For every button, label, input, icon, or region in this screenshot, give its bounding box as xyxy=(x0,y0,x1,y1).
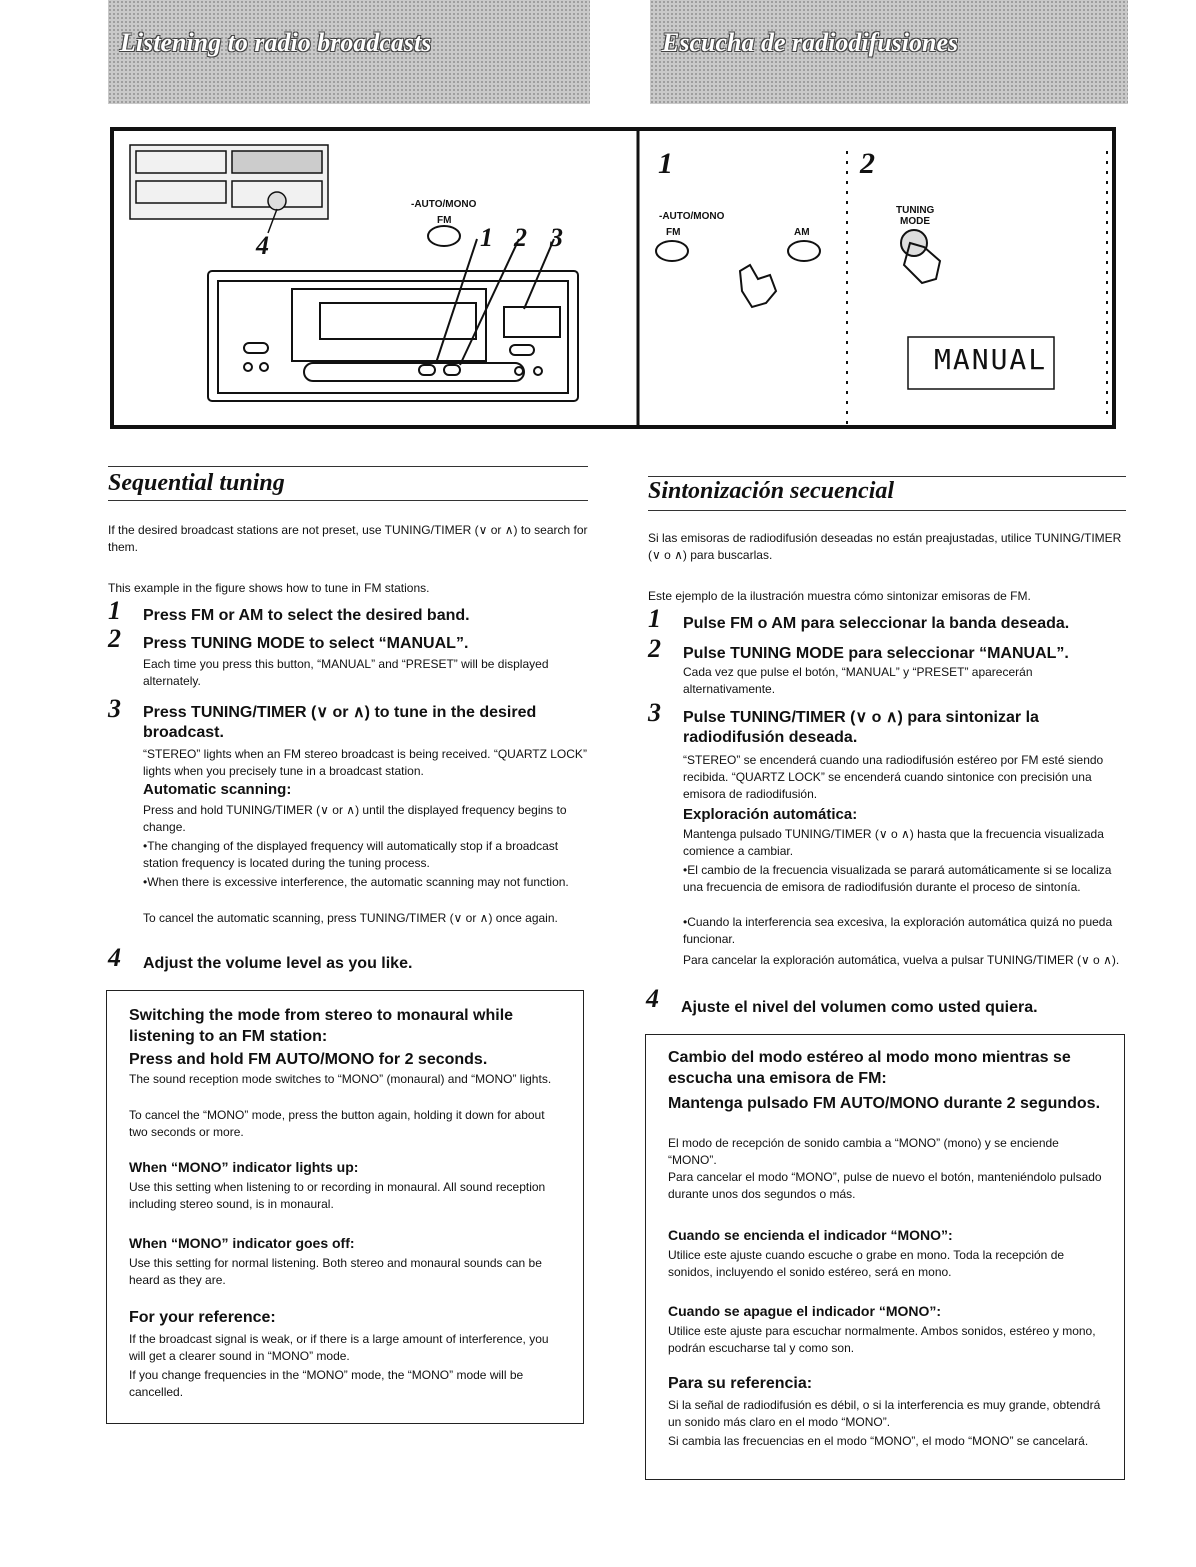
spanish-step-4: Ajuste el nivel del volumen como usted quiera. xyxy=(681,999,1038,1016)
spanish-box-heading-1: Cambio del modo estéreo al modo mono mientras se escucha una emisora de FM: xyxy=(668,1049,1071,1087)
spanish-step-2: Pulse TUNING MODE para seleccionar “MANUAL”. xyxy=(683,645,1069,662)
english-box-p2: To cancel the “MONO” mode, press the button again, holding it down for about two seconds or more. xyxy=(129,1108,545,1139)
panel-am-label: AM xyxy=(794,227,810,238)
english-intro-2: This example in the figure shows how to tune in FM stations. xyxy=(108,581,430,595)
spanish-auto-scan-bullet-1: •El cambio de la frecuencia visualizada se parará automáticamente si se localiza una frecuencia de emisora de radiodifusión durante el proceso de sintonía. xyxy=(683,863,1112,894)
panel-auto-mono-label: -AUTO/MONO xyxy=(659,211,725,222)
header-right xyxy=(650,0,1128,104)
callout-4: 4 xyxy=(256,231,269,260)
spanish-step-2-number: 2 xyxy=(648,634,661,663)
english-step-3-number: 3 xyxy=(108,694,121,723)
callout-1: 1 xyxy=(480,223,493,252)
english-step-4-number: 4 xyxy=(108,943,121,972)
english-box-sub-3-text-1: If the broadcast signal is weak, or if there is a large amount of interference, you will get a clearer sound in “MONO” mode. xyxy=(129,1332,549,1363)
spanish-auto-scan-bullet-2: •Cuando la interferencia sea excesiva, la exploración automática quizá no pueda funcionar. xyxy=(683,915,1113,946)
am-button-icon xyxy=(788,241,820,261)
fm-button-icon xyxy=(656,241,688,261)
spanish-step-4-number: 4 xyxy=(646,984,659,1013)
spanish-step-3-number: 3 xyxy=(648,698,661,727)
english-auto-scan-cancel: To cancel the automatic scanning, press TUNING/TIMER (∨ or ∧) once again. xyxy=(143,911,558,925)
tuning-mode-button-icon xyxy=(901,230,927,256)
spanish-intro-2: Este ejemplo de la ilustración muestra cómo sintonizar emisoras de FM. xyxy=(648,589,1031,603)
mini-system-icon xyxy=(130,145,328,233)
english-title-rule-bottom xyxy=(108,500,588,501)
spanish-step-3-note: “STEREO” se encenderá cuando una radiodifusión estéreo por FM esté siendo recibida. “QUARTZ LOCK” se encenderá cuando sintonice con precisión una emisora de radiodifusión. xyxy=(683,753,1104,801)
english-auto-scan-text: Press and hold TUNING/TIMER (∨ or ∧) until the displayed frequency begins to change. xyxy=(143,803,567,834)
english-auto-scan-title: Automatic scanning: xyxy=(143,781,292,798)
spanish-step-1: Pulse FM o AM para seleccionar la banda deseada. xyxy=(683,615,1070,632)
english-box-sub-2-text: Use this setting for normal listening. Both stereo and monaural sounds can be heard as they are. xyxy=(129,1256,542,1287)
english-section-title: Sequential tuning xyxy=(108,470,285,496)
english-box-heading-2: Press and hold FM AUTO/MONO for 2 seconds. xyxy=(129,1051,488,1068)
panel-step-1: 1 xyxy=(658,147,673,180)
spanish-step-2-note: Cada vez que pulse el botón, “MANUAL” y “PRESET” aparecerán alternativamente. xyxy=(683,665,1033,696)
spanish-step-1-number: 1 xyxy=(648,604,661,633)
spanish-box-sub-2-text: Utilice este ajuste para escuchar normalmente. Ambos sonidos, estéreo y mono, podrán escucharse tal y como son. xyxy=(668,1324,1096,1355)
spanish-box-sub-1-text: Utilice este ajuste cuando escuche o grabe en mono. Toda la recepción de sonidos, incluyendo el sonido estéreo, será en mono. xyxy=(668,1248,1065,1279)
spanish-box-sub-3-text-2: Si cambia las frecuencias en el modo “MONO”, el modo “MONO” se cancelará. xyxy=(668,1434,1089,1448)
english-step-1: Press FM or AM to select the desired band. xyxy=(143,607,470,624)
english-step-3: Press TUNING/TIMER (∨ or ∧) to tune in the desired broadcast. xyxy=(143,704,537,741)
illustration-panel xyxy=(110,127,1116,429)
panel-step-2: 2 xyxy=(860,147,875,180)
stereo-system-illustration xyxy=(114,131,1112,425)
spanish-title-rule-bottom xyxy=(648,510,1126,511)
english-mono-box xyxy=(106,990,584,1424)
header-left xyxy=(108,0,590,104)
spanish-box-sub-3-text-1: Si la señal de radiodifusión es débil, o si la interferencia es muy grande, obtendrá un sonido más claro en el modo “MONO”. xyxy=(668,1398,1101,1429)
english-step-2-note: Each time you press this button, “MANUAL” and “PRESET” will be displayed alternately. xyxy=(143,657,549,688)
english-auto-scan-bullet-1: •The changing of the displayed frequency will automatically stop if a broadcast station frequency is located during the tuning process. xyxy=(143,839,559,870)
spanish-box-sub-3: Para su referencia: xyxy=(668,1375,813,1392)
english-box-p1: The sound reception mode switches to “MONO” (monaural) and “MONO” lights. xyxy=(129,1072,552,1086)
pointing-hand-icon xyxy=(740,265,776,307)
spanish-mono-box xyxy=(645,1034,1125,1480)
english-step-1-number: 1 xyxy=(108,596,121,625)
english-box-sub-3-text-2: If you change frequencies in the “MONO” mode, the “MONO” mode will be cancelled. xyxy=(129,1368,524,1399)
fm-label: FM xyxy=(437,215,452,226)
header-left-title: Listening to radio broadcasts xyxy=(120,28,432,57)
spanish-box-p1: El modo de recepción de sonido cambia a “MONO” (mono) y se enciende “MONO”. xyxy=(668,1136,1059,1167)
english-box-sub-1: When “MONO” indicator lights up: xyxy=(129,1159,359,1175)
fm-auto-mono-button-icon xyxy=(428,226,460,246)
english-step-4: Adjust the volume level as you like. xyxy=(143,955,413,972)
english-box-sub-3: For your reference: xyxy=(129,1309,276,1326)
spanish-step-3: Pulse TUNING/TIMER (∨ o ∧) para sintonizar la radiodifusión deseada. xyxy=(683,709,1039,746)
spanish-section-title: Sintonización secuencial xyxy=(648,478,895,504)
spanish-intro-1: Si las emisoras de radiodifusión deseadas no están preajustadas, utilice TUNING/TIMER (∨ o ∧) para buscarlas. xyxy=(648,531,1122,562)
english-box-sub-1-text: Use this setting when listening to or recording in monaural. All sound reception including stereo sound, is in monaural. xyxy=(129,1180,546,1211)
spanish-title-rule-top xyxy=(648,476,1126,477)
fm-auto-mono-label: -AUTO/MONO xyxy=(411,199,477,210)
spanish-auto-scan-text: Mantenga pulsado TUNING/TIMER (∨ o ∧) hasta que la frecuencia visualizada comience a cambiar. xyxy=(683,827,1104,858)
spanish-box-sub-1: Cuando se encienda el indicador “MONO”: xyxy=(668,1227,953,1243)
callout-2: 2 xyxy=(514,223,527,252)
english-step-3-note: “STEREO” lights when an FM stereo broadcast is being received. “QUARTZ LOCK” lights when you precisely tune in a broadcast station. xyxy=(143,747,587,778)
mode-label: MODE xyxy=(900,216,930,227)
spanish-box-p2: Para cancelar el modo “MONO”, pulse de nuevo el botón, manteniéndolo pulsado durante unos dos segundos o más. xyxy=(668,1170,1102,1201)
tuning-label: TUNING xyxy=(896,205,935,216)
english-box-heading-1: Switching the mode from stereo to monaural while listening to an FM station: xyxy=(129,1007,514,1045)
english-intro-1: If the desired broadcast stations are not preset, use TUNING/TIMER (∨ or ∧) to search for them. xyxy=(108,523,588,554)
english-step-2: Press TUNING MODE to select “MANUAL”. xyxy=(143,635,469,652)
english-box-sub-2: When “MONO” indicator goes off: xyxy=(129,1235,355,1251)
spanish-box-heading-2: Mantenga pulsado FM AUTO/MONO durante 2 segundos. xyxy=(668,1095,1101,1112)
panel-fm-label: FM xyxy=(666,227,681,238)
spanish-auto-scan-cancel: Para cancelar la exploración automática, vuelva a pulsar TUNING/TIMER (∨ o ∧). xyxy=(683,953,1120,967)
spanish-auto-scan-title: Exploración automática: xyxy=(683,806,858,823)
lcd-display-text: MANUAL xyxy=(934,343,1048,376)
english-title-rule-top xyxy=(108,466,588,467)
header-right-title: Escucha de radiodifusiones xyxy=(662,28,959,57)
english-auto-scan-bullet-2: •When there is excessive interference, the automatic scanning may not function. xyxy=(143,875,569,889)
english-step-2-number: 2 xyxy=(108,624,121,653)
spanish-box-sub-2: Cuando se apague el indicador “MONO”: xyxy=(668,1303,942,1319)
tuner-unit-icon xyxy=(208,239,578,401)
callout-3: 3 xyxy=(550,223,563,252)
